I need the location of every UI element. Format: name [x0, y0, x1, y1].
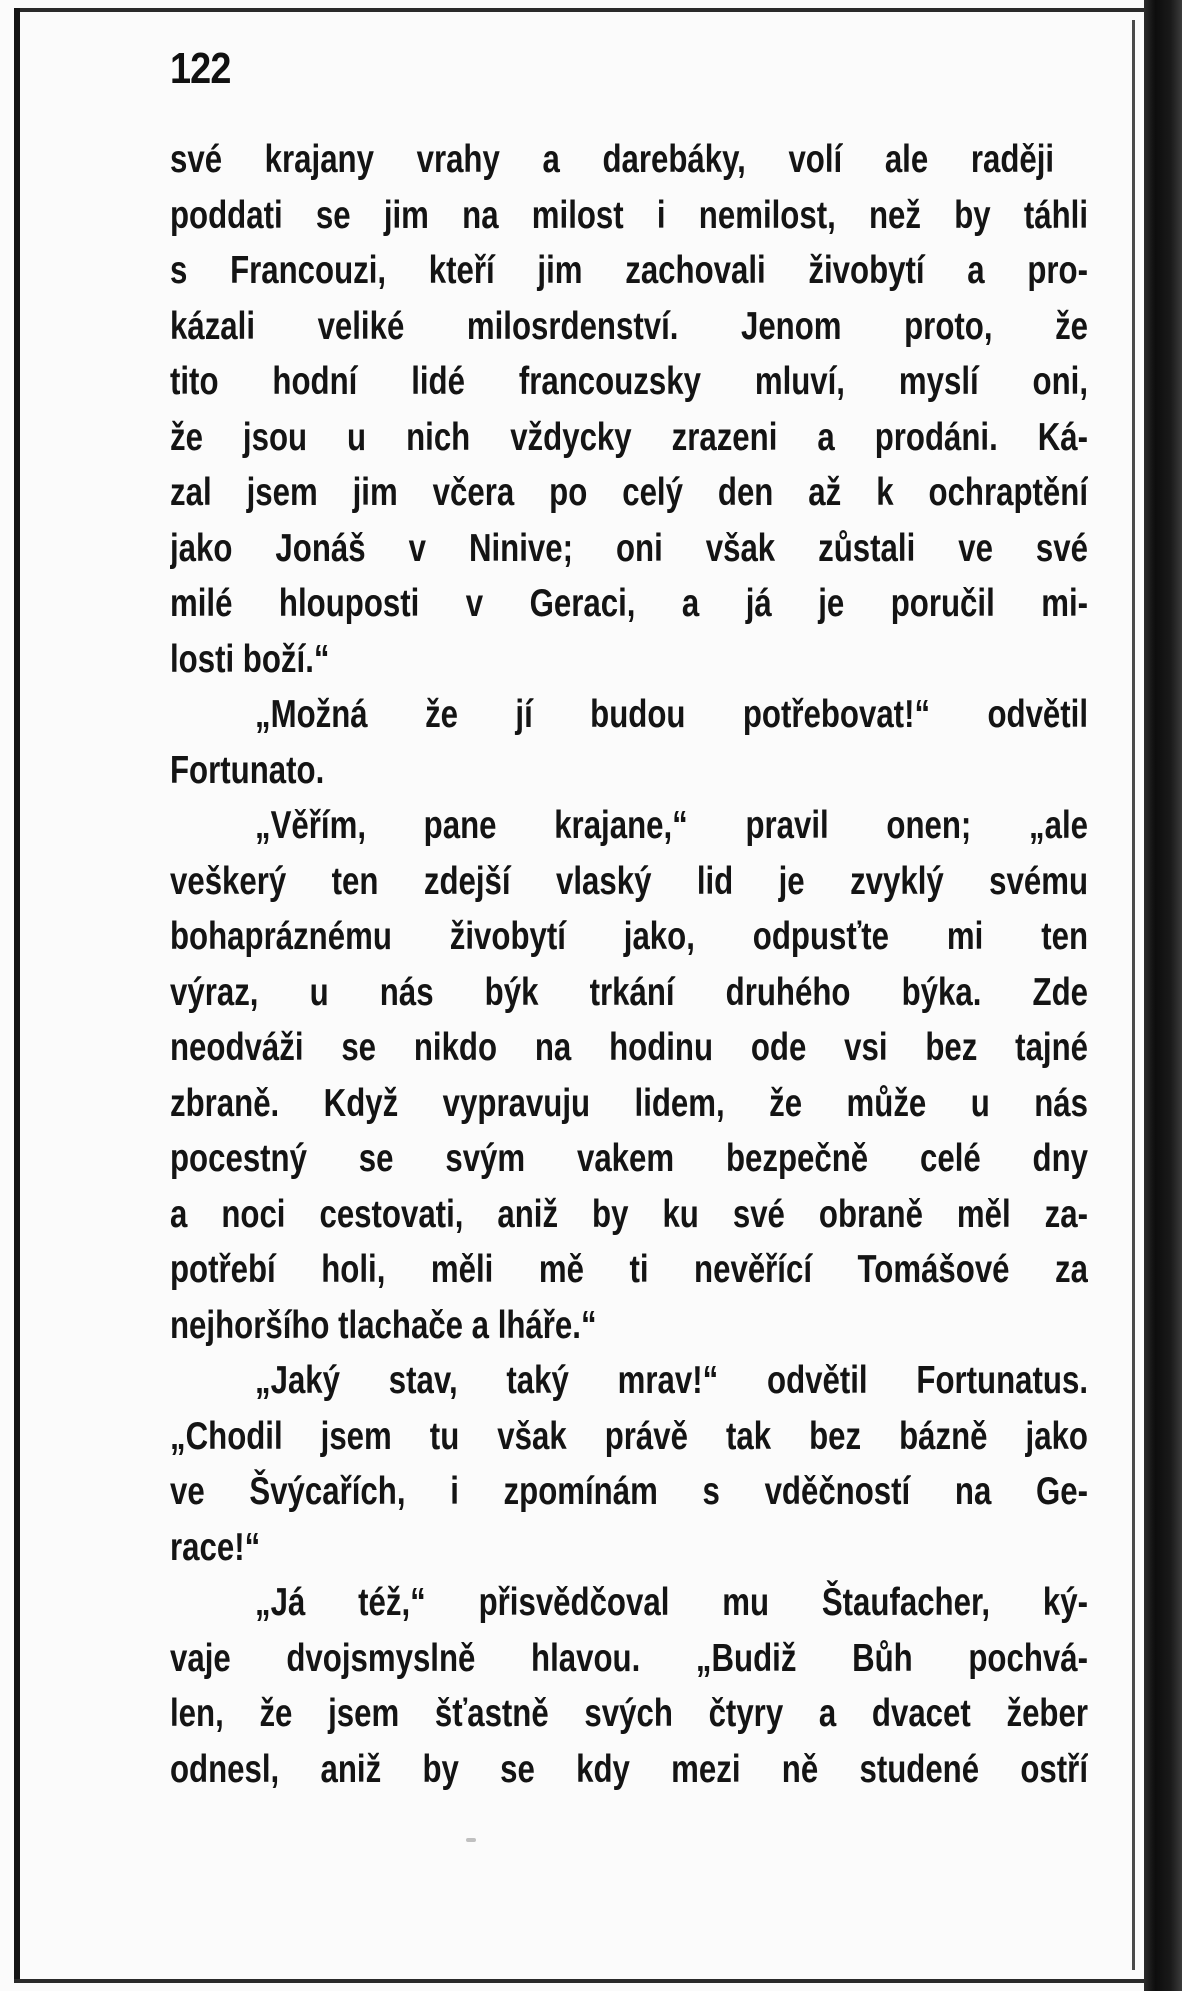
scan-border-left: [14, 8, 20, 1983]
text-line-content: len, že jsem šťastně svých čtyry a dvacet žeber: [170, 1692, 1088, 1735]
text-line: [170, 1242, 1088, 1298]
text-line-content: poddati se jim na milost i nemilost, než by táhli: [170, 193, 1088, 237]
text-line-content: ve Švýcařích, i zpomínám s vděčností na Ge-: [170, 1470, 1088, 1513]
text-line: [170, 576, 1088, 632]
text-line-content: Fortunato.: [170, 748, 325, 792]
text-line: [170, 1464, 1088, 1520]
text-line-content: „Já též,“ přisvědčoval mu Štaufacher, ký-: [255, 1581, 1088, 1624]
text-line: [170, 188, 1088, 244]
text-line: [170, 1742, 1088, 1798]
text-line-content: milé hlouposti v Geraci, a já je poručil mi-: [170, 582, 1088, 625]
book-spine-shadow: [1144, 0, 1182, 1991]
text-line-content: veškerý ten zdejší vlaský lid je zvyklý svému: [170, 859, 1088, 903]
text-line: [170, 1575, 1088, 1631]
text-line-content: a noci cestovati, aniž by ku své obraně měl za-: [170, 1192, 1088, 1236]
text-line-content: s Francouzi, kteří jim zachovali živobytí a pro-: [170, 249, 1088, 292]
text-line: [170, 854, 1088, 910]
text-line: [170, 1409, 1088, 1465]
text-line-content: „Věřím, pane krajane,“ pravil onen; „ale: [255, 804, 1088, 847]
text-line: [170, 299, 1088, 355]
text-line-content: losti boží.“: [170, 637, 330, 681]
text-line-content: pocestný se svým vakem bezpečně celé dny: [170, 1137, 1088, 1180]
text-line-content: nejhoršího tlachače a lháře.“: [170, 1303, 597, 1347]
text-line-content: potřebí holi, měli mě ti nevěřící Tomášové za: [170, 1248, 1088, 1291]
text-line: [170, 632, 1088, 688]
text-line: [170, 1020, 1088, 1076]
text-line: [170, 1631, 1088, 1687]
text-line-content: odnesl, aniž by se kdy mezi ně studené ostří: [170, 1747, 1088, 1791]
text-line: [170, 465, 1088, 521]
print-smudge: [466, 1838, 476, 1842]
text-line: [170, 1187, 1088, 1243]
text-line-content: race!“: [170, 1525, 261, 1569]
text-line-content: že jsou u nich vždycky zrazeni a prodáni. Ká-: [170, 415, 1088, 459]
text-line: [170, 1520, 1088, 1576]
scan-border-top: [14, 8, 1144, 12]
text-line-content: jako Jonáš v Ninive; oni však zůstali ve své: [170, 526, 1088, 570]
text-line-content: „Chodil jsem tu však právě tak bez bázně jako: [170, 1414, 1088, 1458]
text-line: [170, 687, 1088, 743]
text-line: [170, 1131, 1088, 1187]
text-line: [170, 1298, 1088, 1354]
text-line: [170, 1686, 1088, 1742]
text-line-content: kázali veliké milosrdenství. Jenom proto, že: [170, 304, 1088, 348]
text-line: [170, 798, 1088, 854]
text-line-content: zal jsem jim včera po celý den až k ochraptění: [170, 471, 1088, 514]
text-line: [170, 521, 1088, 577]
page-edge-line: [1132, 20, 1135, 1970]
text-line: [170, 909, 1088, 965]
text-line: [170, 1076, 1088, 1132]
text-line: [170, 132, 1088, 188]
text-line-content: výraz, u nás býk trkání druhého býka. Zde: [170, 970, 1088, 1014]
text-line: [170, 410, 1088, 466]
scan-border-bottom: [14, 1979, 1144, 1983]
body-text: [170, 132, 1088, 1797]
text-line-content: bohapráznému živobytí jako, odpusťte mi ten: [170, 915, 1088, 958]
text-line: [170, 965, 1088, 1021]
text-line-content: „Jaký stav, taký mrav!“ odvětil Fortunatus.: [255, 1359, 1088, 1402]
page-number: 122: [170, 44, 231, 93]
text-line-content: vaje dvojsmyslně hlavou. „Budiž Bůh pochvá-: [170, 1636, 1088, 1680]
text-line-content: tito hodní lidé francouzsky mluví, myslí oni,: [170, 360, 1088, 403]
text-line-content: „Možná že jí budou potřebovat!“ odvětil: [255, 693, 1088, 736]
text-line: [170, 354, 1088, 410]
text-line: [170, 743, 1088, 799]
text-line: [170, 243, 1088, 299]
text-line-content: zbraně. Když vypravuju lidem, že může u nás: [170, 1081, 1088, 1125]
text-line-content: neodváži se nikdo na hodinu ode vsi bez tajné: [170, 1026, 1088, 1069]
text-line-content: své krajany vrahy a darebáky, volí ale raději: [170, 138, 1055, 181]
text-line: [170, 1353, 1088, 1409]
